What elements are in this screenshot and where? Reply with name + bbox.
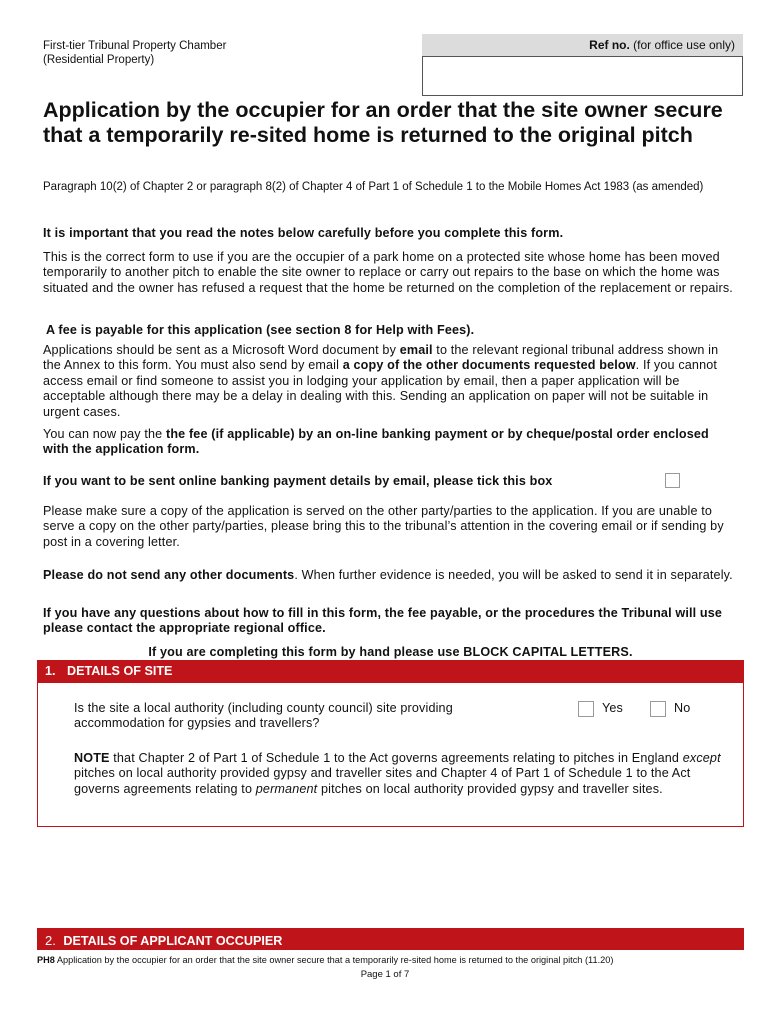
page-number: Page 1 of 7 — [360, 969, 410, 980]
applications-text-3: . If you cannot access email or find someone to assist you in lodging your application by email, then a paper application will be acceptable although there may be a delay in dealing with this. Sending an application on paper will not be suitable in urgent cases. — [43, 358, 718, 419]
serve-copy-paragraph: Please make sure a copy of the application is served on the other party/parties to the application. If you are unable to serve a copy on the other party/parties, please bring this to the tribunal’s attention in the covering email or if sending by post in a covering letter. — [43, 504, 724, 549]
payment-paragraph — [43, 427, 733, 458]
no-label: No — [674, 701, 691, 715]
note-text-2: pitches on local authority provided gypsy and traveller sites and Chapter 4 of Part 1 of Schedule 1 to the Act governs agreements relating to — [74, 766, 691, 796]
important-notice: It is important that you read the notes below carefully before you complete this form. — [43, 226, 564, 240]
online-banking-request: If you want to be sent online banking payment details by email, please tick this box — [43, 474, 553, 488]
footer-description: Application by the occupier for an order that the site owner secure that a temporarily re-sited home is returned to the original pitch (11.20) — [54, 955, 614, 965]
note-label: NOTE — [74, 751, 110, 765]
ref-no-note: (for office use only) — [629, 38, 735, 52]
section-1-number: 1. — [45, 664, 56, 678]
footer-code: PH8 — [37, 955, 55, 965]
applications-email: email — [399, 343, 433, 357]
payment-text-2: the fee (if applicable) by an on-line banking payment or by cheque/postal order enclosed with the application form. — [43, 427, 709, 457]
questions-paragraph: If you have any questions about how to fill in this form, the fee payable, or the procedures the Tribunal will use please contact the appropriate regional office. — [43, 606, 723, 636]
form-title: Application by the occupier for an order that the site owner secure that a temporarily re-sited home is returned to the original pitch — [43, 98, 723, 147]
section-2-header — [37, 928, 744, 950]
no-other-documents — [43, 568, 738, 583]
fee-notice: A fee is payable for this application (see section 8 for Help with Fees). — [46, 323, 475, 337]
ref-no-field[interactable] — [422, 56, 743, 96]
yes-label: Yes — [602, 701, 623, 715]
applications-paragraph — [43, 343, 738, 420]
note-text-3: pitches on local authority provided gypsy and traveller sites. — [317, 781, 663, 796]
ref-no-label: Ref no. — [589, 38, 630, 52]
section-2-heading: DETAILS OF APPLICANT OCCUPIER — [63, 934, 283, 948]
tribunal-name — [43, 39, 226, 67]
applications-text-2: to the relevant regional tribunal address shown in the Annex to this form. You must also send by email — [43, 343, 719, 373]
applications-text-1: Applications should be sent as a Microsoft Word document by — [43, 343, 400, 357]
ref-no-header — [422, 34, 743, 56]
legal-reference: Paragraph 10(2) of Chapter 2 or paragraph 8(2) of Chapter 4 of Part 1 of Schedule 1 to the Mobile Homes Act 1983 (as amended) — [43, 181, 704, 193]
correct-form-paragraph: This is the correct form to use if you are the occupier of a park home on a protected site whose home has been moved temporarily to another pitch to enable the site owner to replace or carry out repairs to the base on which the home was situated and the owner has refused a request that the home be returned on the completion of the replacement or repairs. — [43, 250, 733, 295]
payment-text-1: You can now pay the — [43, 427, 166, 441]
no-docs-bold: Please do not send any other documents — [43, 568, 295, 582]
local-authority-question: Is the site a local authority (including county council) site providing accommodation for gypsies and travellers? — [74, 701, 453, 731]
no-checkbox[interactable] — [650, 701, 666, 717]
online-banking-checkbox[interactable] — [665, 473, 680, 488]
applications-copy-docs: a copy of the other documents requested below — [342, 358, 636, 373]
no-docs-text: . When further evidence is needed, you will be asked to send it in separately. — [294, 568, 733, 582]
section-1-heading: DETAILS OF SITE — [67, 664, 173, 678]
yes-checkbox[interactable] — [578, 701, 594, 717]
section-2-number: 2. — [45, 933, 56, 948]
note-text-1: that Chapter 2 of Part 1 of Schedule 1 to the Act governs agreements relating to pitches in England — [109, 751, 683, 765]
note-permanent: permanent — [255, 781, 318, 796]
section-1-header — [37, 660, 744, 683]
tribunal-line-2: (Residential Property) — [43, 54, 155, 66]
note-except: except — [682, 751, 721, 765]
block-capitals-notice: If you are completing this form by hand please use BLOCK CAPITAL LETTERS. — [148, 645, 633, 659]
tribunal-line-1: First-tier Tribunal Property Chamber — [43, 40, 227, 52]
section-1-note — [74, 751, 724, 797]
footer-form-code — [37, 954, 747, 966]
